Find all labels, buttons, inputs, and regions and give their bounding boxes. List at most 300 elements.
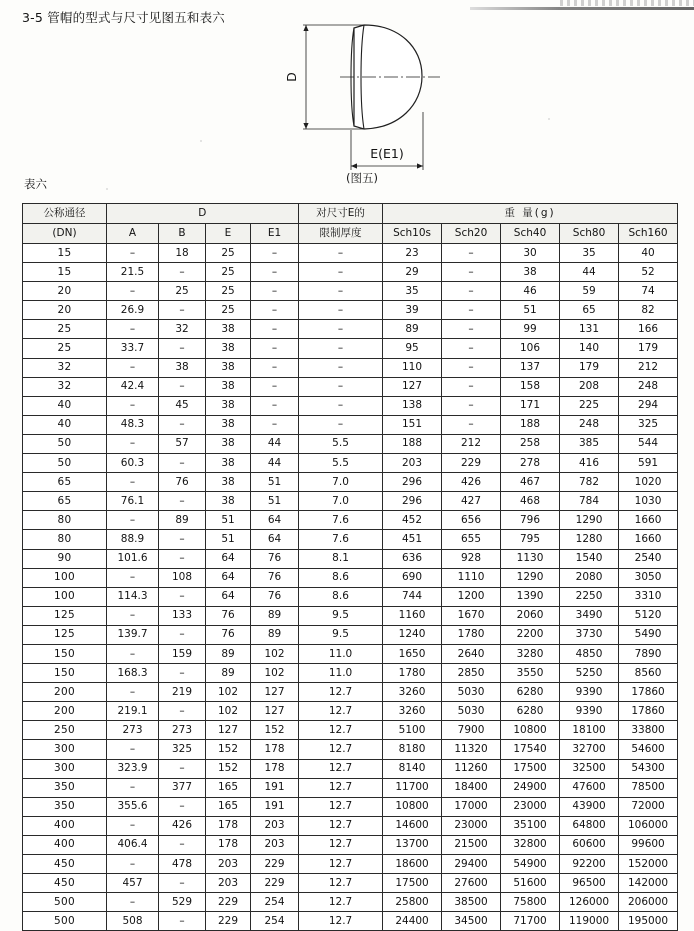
cell-d-e: 203 <box>206 855 251 874</box>
cell-sch160: 5120 <box>619 606 678 625</box>
cell-sch20: 5030 <box>442 683 501 702</box>
cell-d-e: 51 <box>206 530 251 549</box>
cell-thickness: 12.7 <box>299 816 383 835</box>
cell-d-e1: 51 <box>251 492 299 511</box>
cell-sch20: 426 <box>442 473 501 492</box>
cell-dn: 40 <box>23 396 107 415</box>
cell-sch40: 137 <box>501 358 560 377</box>
cell-dn: 25 <box>23 320 107 339</box>
cell-sch10s: 35 <box>383 282 442 301</box>
cell-d-b: 133 <box>159 606 206 625</box>
table-label: 表六 <box>24 177 47 191</box>
cell-dn: 32 <box>23 358 107 377</box>
cell-sch20: – <box>442 415 501 434</box>
cell-sch20: 18400 <box>442 778 501 797</box>
cell-d-a: – <box>107 358 159 377</box>
cell-sch10s: 89 <box>383 320 442 339</box>
cell-sch10s: 24400 <box>383 912 442 931</box>
cell-thickness: 7.0 <box>299 473 383 492</box>
header-sch20: Sch20 <box>442 224 501 244</box>
cell-sch40: 106 <box>501 339 560 358</box>
cell-sch40: 24900 <box>501 778 560 797</box>
cell-d-b: – <box>159 874 206 893</box>
cell-dn: 250 <box>23 721 107 740</box>
cell-d-e: 38 <box>206 377 251 396</box>
cell-d-b: – <box>159 759 206 778</box>
cell-d-b: – <box>159 912 206 931</box>
table-row <box>23 434 678 453</box>
cell-d-a: 60.3 <box>107 454 159 473</box>
cell-thickness: – <box>299 339 383 358</box>
cell-sch160: 8560 <box>619 664 678 683</box>
cell-dn: 50 <box>23 434 107 453</box>
cell-sch160: 99600 <box>619 835 678 854</box>
table-row <box>23 396 678 415</box>
cell-d-a: – <box>107 511 159 530</box>
table-row <box>23 702 678 721</box>
header-sub-b: B <box>159 224 206 244</box>
cell-sch160: 17860 <box>619 683 678 702</box>
cell-sch160: 166 <box>619 320 678 339</box>
cell-sch160: 82 <box>619 301 678 320</box>
cell-sch80: 59 <box>560 282 619 301</box>
cell-sch10s: 23 <box>383 244 442 263</box>
cell-d-e: 25 <box>206 263 251 282</box>
cell-sch160: 33800 <box>619 721 678 740</box>
cell-sch40: 2200 <box>501 625 560 644</box>
cell-d-e1: 178 <box>251 740 299 759</box>
scan-speckle <box>200 140 202 142</box>
table-row <box>23 644 678 663</box>
cell-sch80: 1290 <box>560 511 619 530</box>
cell-sch20: 1110 <box>442 568 501 587</box>
cell-sch160: 206000 <box>619 893 678 912</box>
table-row <box>23 855 678 874</box>
cell-sch10s: 5100 <box>383 721 442 740</box>
pipe-cap-dimension-table <box>22 203 678 931</box>
cell-d-a: 88.9 <box>107 530 159 549</box>
cell-dn: 20 <box>23 282 107 301</box>
cell-sch160: 195000 <box>619 912 678 931</box>
cell-d-a: – <box>107 740 159 759</box>
cell-sch20: 11320 <box>442 740 501 759</box>
cell-thickness: 8.1 <box>299 549 383 568</box>
cell-d-a: – <box>107 816 159 835</box>
cell-d-e1: 127 <box>251 702 299 721</box>
cell-sch10s: 14600 <box>383 816 442 835</box>
cell-thickness: 12.7 <box>299 759 383 778</box>
cell-d-e1: 203 <box>251 816 299 835</box>
cell-d-e1: 64 <box>251 511 299 530</box>
cell-d-a: 355.6 <box>107 797 159 816</box>
cell-sch10s: 18600 <box>383 855 442 874</box>
cell-thickness: 8.6 <box>299 568 383 587</box>
cell-sch20: 29400 <box>442 855 501 874</box>
table-row <box>23 587 678 606</box>
cell-thickness: – <box>299 396 383 415</box>
cell-d-e: 178 <box>206 816 251 835</box>
cell-d-e1: – <box>251 282 299 301</box>
table-header-row-1 <box>23 204 678 224</box>
cell-sch40: 51 <box>501 301 560 320</box>
cell-d-e1: 89 <box>251 606 299 625</box>
cell-sch20: 23000 <box>442 816 501 835</box>
cell-d-e1: 203 <box>251 835 299 854</box>
cell-d-b: 219 <box>159 683 206 702</box>
cell-d-e: 89 <box>206 664 251 683</box>
cell-d-b: 108 <box>159 568 206 587</box>
cell-d-a: – <box>107 282 159 301</box>
cell-d-b: – <box>159 415 206 434</box>
cell-thickness: – <box>299 358 383 377</box>
table-row <box>23 816 678 835</box>
cell-sch40: 32800 <box>501 835 560 854</box>
cell-sch20: 1670 <box>442 606 501 625</box>
cell-sch40: 1130 <box>501 549 560 568</box>
cell-dn: 40 <box>23 415 107 434</box>
cell-sch80: 2250 <box>560 587 619 606</box>
header-group-d: D <box>107 204 299 224</box>
header-thickness-line1: 对尺寸E的 <box>299 204 383 224</box>
figure-caption: (图五) <box>346 171 378 185</box>
table-row <box>23 568 678 587</box>
cell-dn: 100 <box>23 587 107 606</box>
cell-sch40: 467 <box>501 473 560 492</box>
cell-d-e: 64 <box>206 587 251 606</box>
cell-sch40: 17500 <box>501 759 560 778</box>
cell-thickness: 12.7 <box>299 855 383 874</box>
table-row <box>23 263 678 282</box>
cell-sch20: 34500 <box>442 912 501 931</box>
cell-sch160: 54600 <box>619 740 678 759</box>
cell-dn: 200 <box>23 702 107 721</box>
header-dn-line1: 公称通径 <box>23 204 107 224</box>
cell-dn: 125 <box>23 625 107 644</box>
cell-sch160: 40 <box>619 244 678 263</box>
cell-thickness: – <box>299 282 383 301</box>
cell-d-e: 165 <box>206 778 251 797</box>
header-sch80: Sch80 <box>560 224 619 244</box>
cell-thickness: 9.5 <box>299 606 383 625</box>
cell-sch10s: 296 <box>383 473 442 492</box>
cell-sch40: 6280 <box>501 683 560 702</box>
cell-sch10s: 39 <box>383 301 442 320</box>
table-row <box>23 664 678 683</box>
cell-d-b: – <box>159 530 206 549</box>
cell-dn: 90 <box>23 549 107 568</box>
cell-thickness: 12.7 <box>299 893 383 912</box>
cell-sch40: 468 <box>501 492 560 511</box>
cell-dn: 450 <box>23 874 107 893</box>
cell-dn: 350 <box>23 778 107 797</box>
table-row <box>23 492 678 511</box>
table-row <box>23 721 678 740</box>
figure-dimension-e-label: E(E1) <box>370 146 404 161</box>
cell-sch10s: 8180 <box>383 740 442 759</box>
cell-d-e: 127 <box>206 721 251 740</box>
cell-dn: 50 <box>23 454 107 473</box>
cell-sch160: 74 <box>619 282 678 301</box>
cell-d-a: 42.4 <box>107 377 159 396</box>
cell-sch40: 35100 <box>501 816 560 835</box>
cell-sch10s: 1780 <box>383 664 442 683</box>
cell-d-a: 26.9 <box>107 301 159 320</box>
cell-d-e: 51 <box>206 511 251 530</box>
cell-sch80: 65 <box>560 301 619 320</box>
cell-d-b: – <box>159 702 206 721</box>
cell-thickness: 9.5 <box>299 625 383 644</box>
cell-d-b: 159 <box>159 644 206 663</box>
cell-d-e1: – <box>251 301 299 320</box>
cell-sch10s: 3260 <box>383 702 442 721</box>
cell-d-e: 165 <box>206 797 251 816</box>
cell-d-b: – <box>159 377 206 396</box>
cell-sch40: 51600 <box>501 874 560 893</box>
cell-d-e1: – <box>251 358 299 377</box>
cell-sch40: 46 <box>501 282 560 301</box>
cell-sch40: 1290 <box>501 568 560 587</box>
cell-sch40: 6280 <box>501 702 560 721</box>
cell-d-e: 152 <box>206 759 251 778</box>
cell-d-b: 38 <box>159 358 206 377</box>
cell-sch40: 17540 <box>501 740 560 759</box>
cell-d-a: 114.3 <box>107 587 159 606</box>
cell-d-e: 38 <box>206 492 251 511</box>
cell-d-e: 76 <box>206 625 251 644</box>
spec-table-container <box>22 203 677 931</box>
cell-sch160: 544 <box>619 434 678 453</box>
cell-dn: 65 <box>23 473 107 492</box>
table-row <box>23 893 678 912</box>
header-sch40: Sch40 <box>501 224 560 244</box>
cell-sch40: 1390 <box>501 587 560 606</box>
cell-sch20: 656 <box>442 511 501 530</box>
cell-d-e1: 191 <box>251 778 299 797</box>
cell-d-a: – <box>107 778 159 797</box>
table-row <box>23 473 678 492</box>
cell-d-e1: 191 <box>251 797 299 816</box>
cell-d-e: 38 <box>206 415 251 434</box>
cell-sch80: 64800 <box>560 816 619 835</box>
cell-d-a: – <box>107 320 159 339</box>
cell-sch80: 43900 <box>560 797 619 816</box>
cell-d-e: 25 <box>206 301 251 320</box>
cell-sch80: 208 <box>560 377 619 396</box>
cell-sch80: 44 <box>560 263 619 282</box>
cell-sch20: – <box>442 358 501 377</box>
cell-sch160: 294 <box>619 396 678 415</box>
cell-dn: 20 <box>23 301 107 320</box>
cell-dn: 450 <box>23 855 107 874</box>
cell-sch10s: 8140 <box>383 759 442 778</box>
cell-d-a: 48.3 <box>107 415 159 434</box>
cell-dn: 500 <box>23 912 107 931</box>
cell-sch20: 1780 <box>442 625 501 644</box>
cell-sch20: 427 <box>442 492 501 511</box>
cell-d-b: 426 <box>159 816 206 835</box>
cell-d-e1: 76 <box>251 568 299 587</box>
cell-sch80: 35 <box>560 244 619 263</box>
cell-sch80: 60600 <box>560 835 619 854</box>
header-sch10s: Sch10s <box>383 224 442 244</box>
cell-d-e: 102 <box>206 702 251 721</box>
table-row <box>23 320 678 339</box>
cell-d-e: 38 <box>206 358 251 377</box>
cell-d-e1: 102 <box>251 644 299 663</box>
cell-d-a: 273 <box>107 721 159 740</box>
cell-sch40: 30 <box>501 244 560 263</box>
cell-sch40: 10800 <box>501 721 560 740</box>
cell-sch40: 796 <box>501 511 560 530</box>
table-row <box>23 740 678 759</box>
cell-d-a: 33.7 <box>107 339 159 358</box>
cell-d-a: 406.4 <box>107 835 159 854</box>
cell-sch160: 3310 <box>619 587 678 606</box>
cell-d-e1: 102 <box>251 664 299 683</box>
cell-sch20: 21500 <box>442 835 501 854</box>
cell-thickness: 12.7 <box>299 874 383 893</box>
cell-d-e: 25 <box>206 244 251 263</box>
cell-sch80: 92200 <box>560 855 619 874</box>
cell-d-b: – <box>159 625 206 644</box>
cell-sch10s: 451 <box>383 530 442 549</box>
cell-sch160: 17860 <box>619 702 678 721</box>
cell-sch80: 784 <box>560 492 619 511</box>
cell-d-b: – <box>159 492 206 511</box>
cell-sch10s: 744 <box>383 587 442 606</box>
cell-thickness: 7.0 <box>299 492 383 511</box>
cell-sch80: 248 <box>560 415 619 434</box>
cell-d-e: 178 <box>206 835 251 854</box>
cell-d-e1: 89 <box>251 625 299 644</box>
cell-d-e: 102 <box>206 683 251 702</box>
cell-d-a: 219.1 <box>107 702 159 721</box>
cell-sch80: 385 <box>560 434 619 453</box>
cell-sch20: 11260 <box>442 759 501 778</box>
cell-sch80: 126000 <box>560 893 619 912</box>
cell-sch80: 9390 <box>560 702 619 721</box>
table-row <box>23 912 678 931</box>
cell-sch80: 2080 <box>560 568 619 587</box>
cell-sch160: 72000 <box>619 797 678 816</box>
cell-sch160: 2540 <box>619 549 678 568</box>
cell-thickness: – <box>299 377 383 396</box>
cell-sch80: 3490 <box>560 606 619 625</box>
cell-sch160: 1660 <box>619 530 678 549</box>
cell-thickness: – <box>299 244 383 263</box>
cell-dn: 200 <box>23 683 107 702</box>
cell-thickness: 12.7 <box>299 683 383 702</box>
cell-sch160: 212 <box>619 358 678 377</box>
cell-d-e: 38 <box>206 454 251 473</box>
cell-sch10s: 127 <box>383 377 442 396</box>
cell-sch160: 591 <box>619 454 678 473</box>
header-sub-a: A <box>107 224 159 244</box>
cell-thickness: 8.6 <box>299 587 383 606</box>
cell-d-e: 76 <box>206 606 251 625</box>
cell-d-e: 64 <box>206 549 251 568</box>
cell-sch40: 71700 <box>501 912 560 931</box>
cell-d-a: – <box>107 473 159 492</box>
cell-sch10s: 1160 <box>383 606 442 625</box>
cell-sch160: 1020 <box>619 473 678 492</box>
cell-sch40: 278 <box>501 454 560 473</box>
cell-d-b: – <box>159 797 206 816</box>
cell-thickness: 12.7 <box>299 797 383 816</box>
cell-sch20: – <box>442 339 501 358</box>
cell-sch20: – <box>442 377 501 396</box>
table-row <box>23 874 678 893</box>
cell-d-e1: – <box>251 263 299 282</box>
table-row <box>23 797 678 816</box>
pipe-cap-figure <box>262 12 462 182</box>
table-row <box>23 339 678 358</box>
cell-sch20: – <box>442 320 501 339</box>
cell-d-e: 38 <box>206 396 251 415</box>
cell-sch10s: 3260 <box>383 683 442 702</box>
cell-d-a: – <box>107 644 159 663</box>
header-sch160: Sch160 <box>619 224 678 244</box>
cell-sch40: 171 <box>501 396 560 415</box>
header-thickness-line2: 限制厚度 <box>299 224 383 244</box>
header-dn-line2: (DN) <box>23 224 107 244</box>
cell-sch10s: 17500 <box>383 874 442 893</box>
cell-sch80: 9390 <box>560 683 619 702</box>
cell-thickness: 11.0 <box>299 664 383 683</box>
cell-sch20: 928 <box>442 549 501 568</box>
cell-d-b: – <box>159 454 206 473</box>
cell-sch160: 248 <box>619 377 678 396</box>
cell-sch40: 2060 <box>501 606 560 625</box>
cell-sch10s: 690 <box>383 568 442 587</box>
cell-d-a: – <box>107 855 159 874</box>
pipe-cap-drawing <box>262 12 462 182</box>
table-row <box>23 835 678 854</box>
cell-d-e1: – <box>251 396 299 415</box>
cell-d-a: 168.3 <box>107 664 159 683</box>
cell-d-e1: 51 <box>251 473 299 492</box>
cell-thickness: 12.7 <box>299 912 383 931</box>
cell-sch20: 27600 <box>442 874 501 893</box>
cell-sch160: 1660 <box>619 511 678 530</box>
table-row <box>23 511 678 530</box>
table-header <box>23 204 678 244</box>
cell-sch10s: 25800 <box>383 893 442 912</box>
cell-sch160: 54300 <box>619 759 678 778</box>
cell-sch40: 23000 <box>501 797 560 816</box>
cell-sch160: 5490 <box>619 625 678 644</box>
cell-sch40: 3550 <box>501 664 560 683</box>
cell-dn: 300 <box>23 759 107 778</box>
cell-d-b: 25 <box>159 282 206 301</box>
cell-sch160: 106000 <box>619 816 678 835</box>
cell-d-e: 203 <box>206 874 251 893</box>
cell-sch40: 795 <box>501 530 560 549</box>
cell-d-e: 229 <box>206 912 251 931</box>
cell-sch80: 18100 <box>560 721 619 740</box>
cell-d-b: 478 <box>159 855 206 874</box>
cell-d-a: – <box>107 683 159 702</box>
cell-d-a: 508 <box>107 912 159 931</box>
cell-dn: 400 <box>23 816 107 835</box>
cell-d-a: 457 <box>107 874 159 893</box>
cell-sch10s: 11700 <box>383 778 442 797</box>
cell-d-e1: 229 <box>251 874 299 893</box>
cell-sch20: 212 <box>442 434 501 453</box>
table-row <box>23 454 678 473</box>
cell-dn: 150 <box>23 644 107 663</box>
table-row <box>23 244 678 263</box>
